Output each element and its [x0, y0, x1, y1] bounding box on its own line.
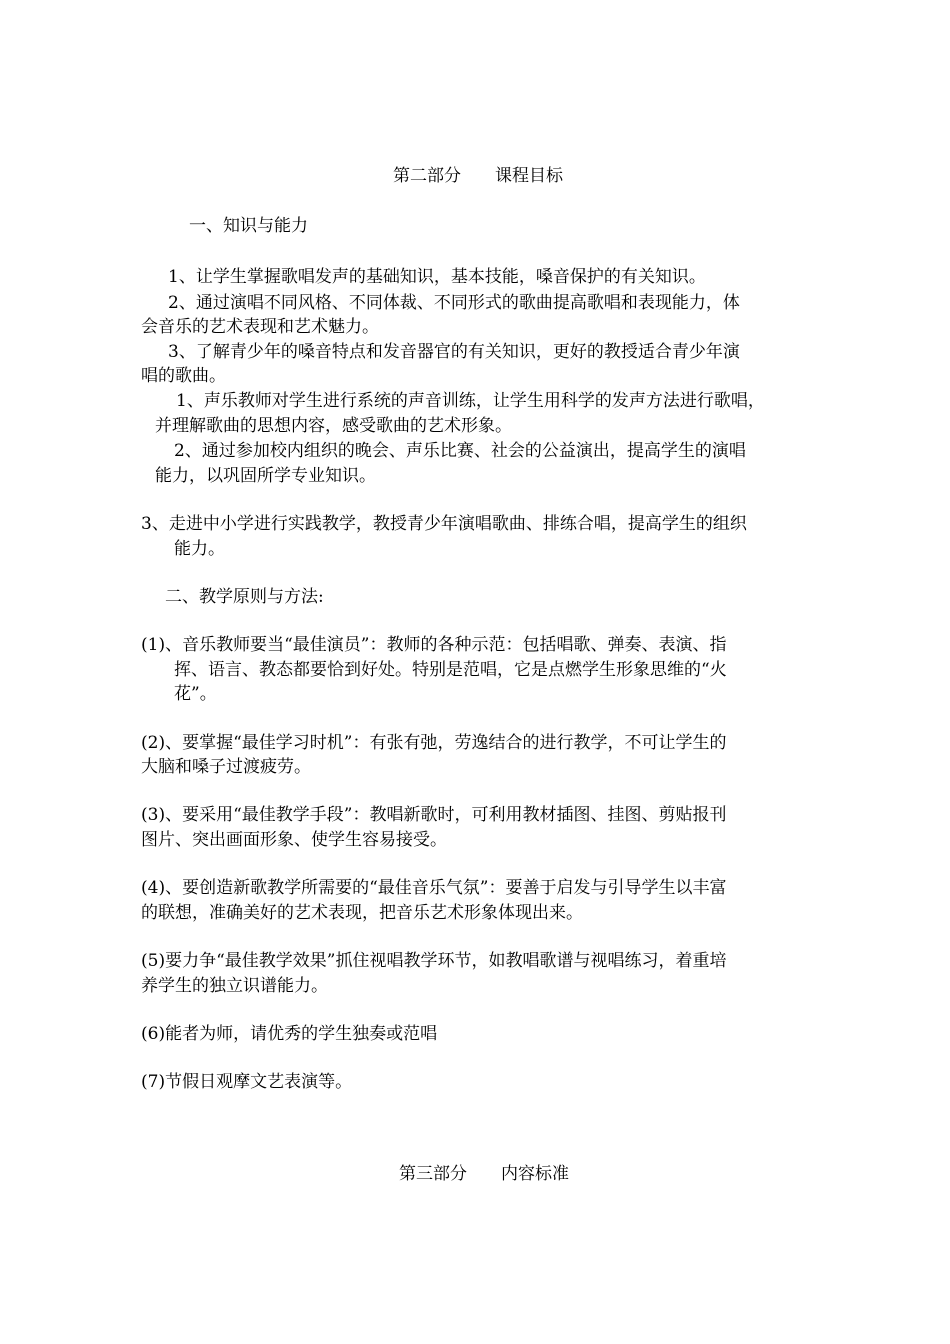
- method-line-7: 图片、突出画面形象、使学生容易接受。: [141, 830, 447, 850]
- method-line-12: (6)能者为师，请优秀的学生独奏或范唱: [141, 1024, 438, 1044]
- subheading-teaching-methods: 二、教学原则与方法:: [165, 587, 324, 607]
- method-line-6: (3)、要采用“最佳教学手段”：教唱新歌时，可利用教材插图、挂图、剪贴报刊: [141, 805, 727, 825]
- section-2-title: 第二部分 课程目标: [393, 166, 563, 186]
- method-line-5: 大脑和嗓子过渡疲劳。: [141, 757, 311, 777]
- method-line-11: 养学生的独立识谱能力。: [141, 976, 328, 996]
- method-line-2: 挥、语言、教态都要恰到好处。特别是范唱，它是点燃学生形象思维的“火: [174, 660, 727, 680]
- method-line-3: 花”。: [174, 684, 217, 704]
- goal-line-4: 3、了解青少年的嗓音特点和发音器官的有关知识，更好的教授适合青少年演: [168, 342, 740, 362]
- goal-line-11: 能力。: [174, 539, 225, 559]
- goal-line-8: 2、通过参加校内组织的晚会、声乐比赛、社会的公益演出，提高学生的演唱: [174, 441, 746, 461]
- goal-line-5: 唱的歌曲。: [141, 366, 226, 386]
- goal-line-1: 1、让学生掌握歌唱发声的基础知识，基本技能，嗓音保护的有关知识。: [168, 267, 706, 287]
- method-line-10: (5)要力争“最佳教学效果”抓住视唱教学环节，如教唱歌谱与视唱练习，着重培: [141, 951, 727, 971]
- method-line-9: 的联想，准确美好的艺术表现，把音乐艺术形象体现出来。: [141, 903, 583, 923]
- goal-line-7: 并理解歌曲的思想内容，感受歌曲的艺术形象。: [155, 416, 512, 436]
- method-line-4: (2)、要掌握“最佳学习时机”：有张有弛，劳逸结合的进行教学，不可让学生的: [141, 733, 727, 753]
- method-line-8: (4)、要创造新歌教学所需要的“最佳音乐气氛”：要善于启发与引导学生以丰富: [141, 878, 727, 898]
- goal-line-10: 3、走进中小学进行实践教学，教授青少年演唱歌曲、排练合唱，提高学生的组织: [141, 514, 747, 534]
- method-line-1: (1)、音乐教师要当“最佳演员”：教师的各种示范：包括唱歌、弹奏、表演、指: [141, 635, 727, 655]
- section-3-title: 第三部分 内容标准: [399, 1164, 569, 1184]
- goal-line-2: 2、通过演唱不同风格、不同体裁、不同形式的歌曲提高歌唱和表现能力，体: [168, 293, 740, 313]
- goal-line-9: 能力，以巩固所学专业知识。: [155, 466, 376, 486]
- goal-line-3: 会音乐的艺术表现和艺术魅力。: [141, 317, 379, 337]
- method-line-13: (7)节假日观摩文艺表演等。: [141, 1072, 353, 1092]
- goal-line-6: 1、声乐教师对学生进行系统的声音训练，让学生用科学的发声方法进行歌唱，: [176, 391, 765, 411]
- subheading-knowledge-ability: 一、知识与能力: [189, 216, 308, 236]
